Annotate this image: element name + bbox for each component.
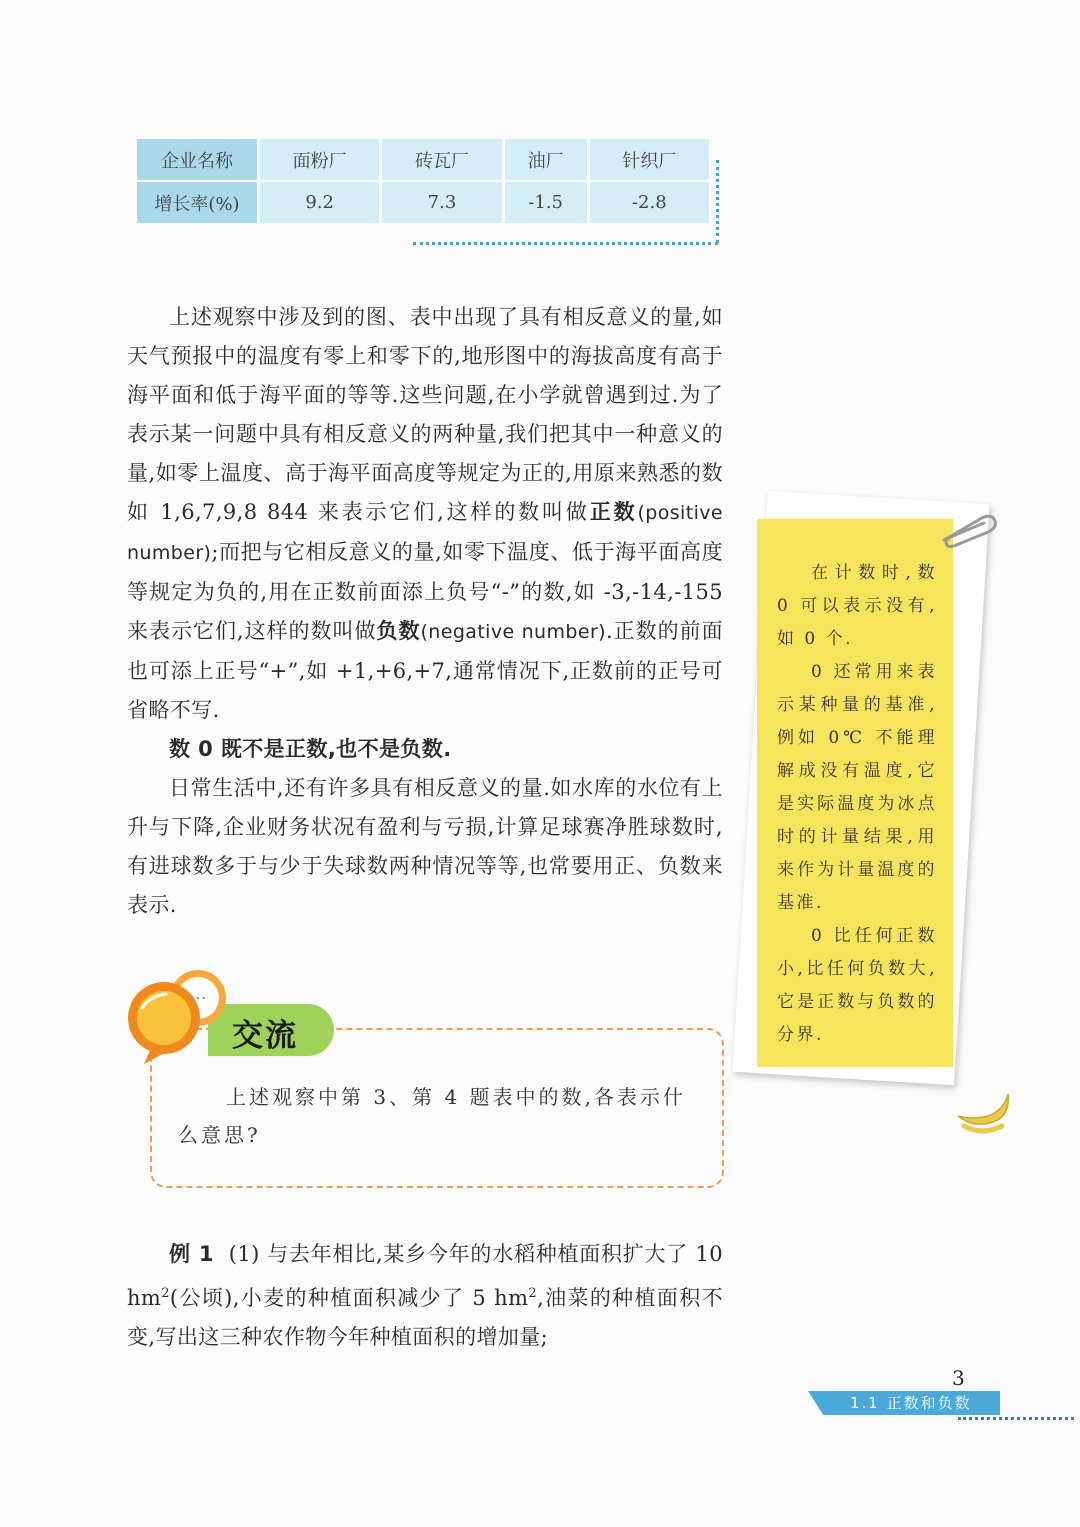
growth-rate-table [137, 139, 709, 223]
term-positive: 正数 [589, 500, 638, 524]
paperclip-icon [938, 510, 998, 550]
table-header-cell: 面粉厂 [257, 139, 379, 182]
table-cell: -2.8 [587, 182, 709, 223]
table-header-cell: 针织厂 [587, 139, 709, 182]
text-span: ,油菜的种植面积不变,写出这三种农作物今年种植面积的增加量; [127, 1286, 723, 1349]
footer-dotted-line [958, 1417, 1074, 1420]
section-title: 1.1 正数和负数 [850, 1394, 972, 1412]
paragraph [127, 298, 723, 730]
note-paragraph: 0 还常用来表示某种量的基准,例如 0℃ 不能理解成没有温度,它是实际温度为冰点时的计量结果,用来作为计量温度的基准. [777, 662, 937, 913]
table-cell: -1.5 [502, 182, 587, 223]
bubble-dots: ··· [189, 988, 207, 1009]
page-curl-icon [952, 1082, 1014, 1138]
example-block [127, 1235, 723, 1357]
table-header-cell: 企业名称 [137, 139, 257, 182]
table-cell: 9.2 [257, 182, 379, 223]
page-number: 3 [952, 1366, 965, 1390]
paragraph: 日常生活中,还有许多具有相反意义的量.如水库的水位有上升与下降,企业财务状况有盈利与亏损,计算足球赛净胜球数时,有进球数多于与少于失球数两种情况等等,也常要用正、负数来表示. [127, 776, 723, 917]
text-span: ;而把与它相反意义的量,如零下温度、低于海平面高度等规定为负的,用在正数前面添上负号“-”的数,如 -3,-14,-155 来表示它们,这样的数叫做 [127, 540, 723, 643]
table-header-cell: 油厂 [502, 139, 587, 182]
superscript: 2 [161, 1286, 170, 1301]
table-dotted-border [716, 160, 719, 243]
sticky-note [757, 519, 953, 1067]
table-header-cell: 砖瓦厂 [379, 139, 501, 182]
note-paragraph: 0 比任何正数小,比任何负数大,它是正数与负数的分界. [777, 926, 937, 1045]
superscript: 2 [528, 1286, 538, 1301]
discussion-title: 交流 [232, 1018, 298, 1054]
main-text [127, 298, 723, 925]
term-positive-english: (positive number) [127, 502, 723, 564]
note-paragraph: 在计数时,数 0 可以表示没有,如 0 个. [777, 563, 937, 649]
table-dotted-border [413, 242, 718, 245]
text-span: .正数的前面也可添上正号“+”,如 +1,+6,+7,通常情况下,正数前的正号可省略不写. [127, 619, 724, 722]
example-paragraph [127, 1235, 723, 1357]
example-label: 例 1 [169, 1242, 214, 1266]
table-cell: 7.3 [379, 182, 501, 223]
term-negative-english: (negative number) [420, 621, 606, 643]
text-span: (1) 与去年相比,某乡今年的水稻种植面积扩大了 10 hm [127, 1242, 724, 1310]
table-cell: 增长率(%) [137, 182, 257, 223]
term-negative: 负数 [376, 619, 421, 643]
table-row [137, 182, 709, 223]
discussion-text: 上述观察中第 3、第 4 题表中的数,各表示什么意思? [178, 1085, 686, 1147]
table-header-row [137, 139, 709, 182]
text-span: 上述观察中涉及到的图、表中出现了具有相反意义的量,如天气预报中的温度有零上和零下的,地形图中的海拔高度有高于海平面和低于海平面的等等.这些问题,在小学就曾遇到过.为了表示某一问题中具有相反意义的两种量,我们把其中一种意义的量,如零上温度、高于海平面高度等规定为正的,用原来熟悉的数如 1,6,7,9,8 844 来表示它们,这样的数叫做 [127, 305, 723, 524]
chat-bubble-icon [122, 966, 232, 1066]
zero-statement: 数 0 既不是正数,也不是负数. [169, 737, 452, 761]
text-span: (公顷),小麦的种植面积减少了 5 hm [169, 1286, 529, 1310]
